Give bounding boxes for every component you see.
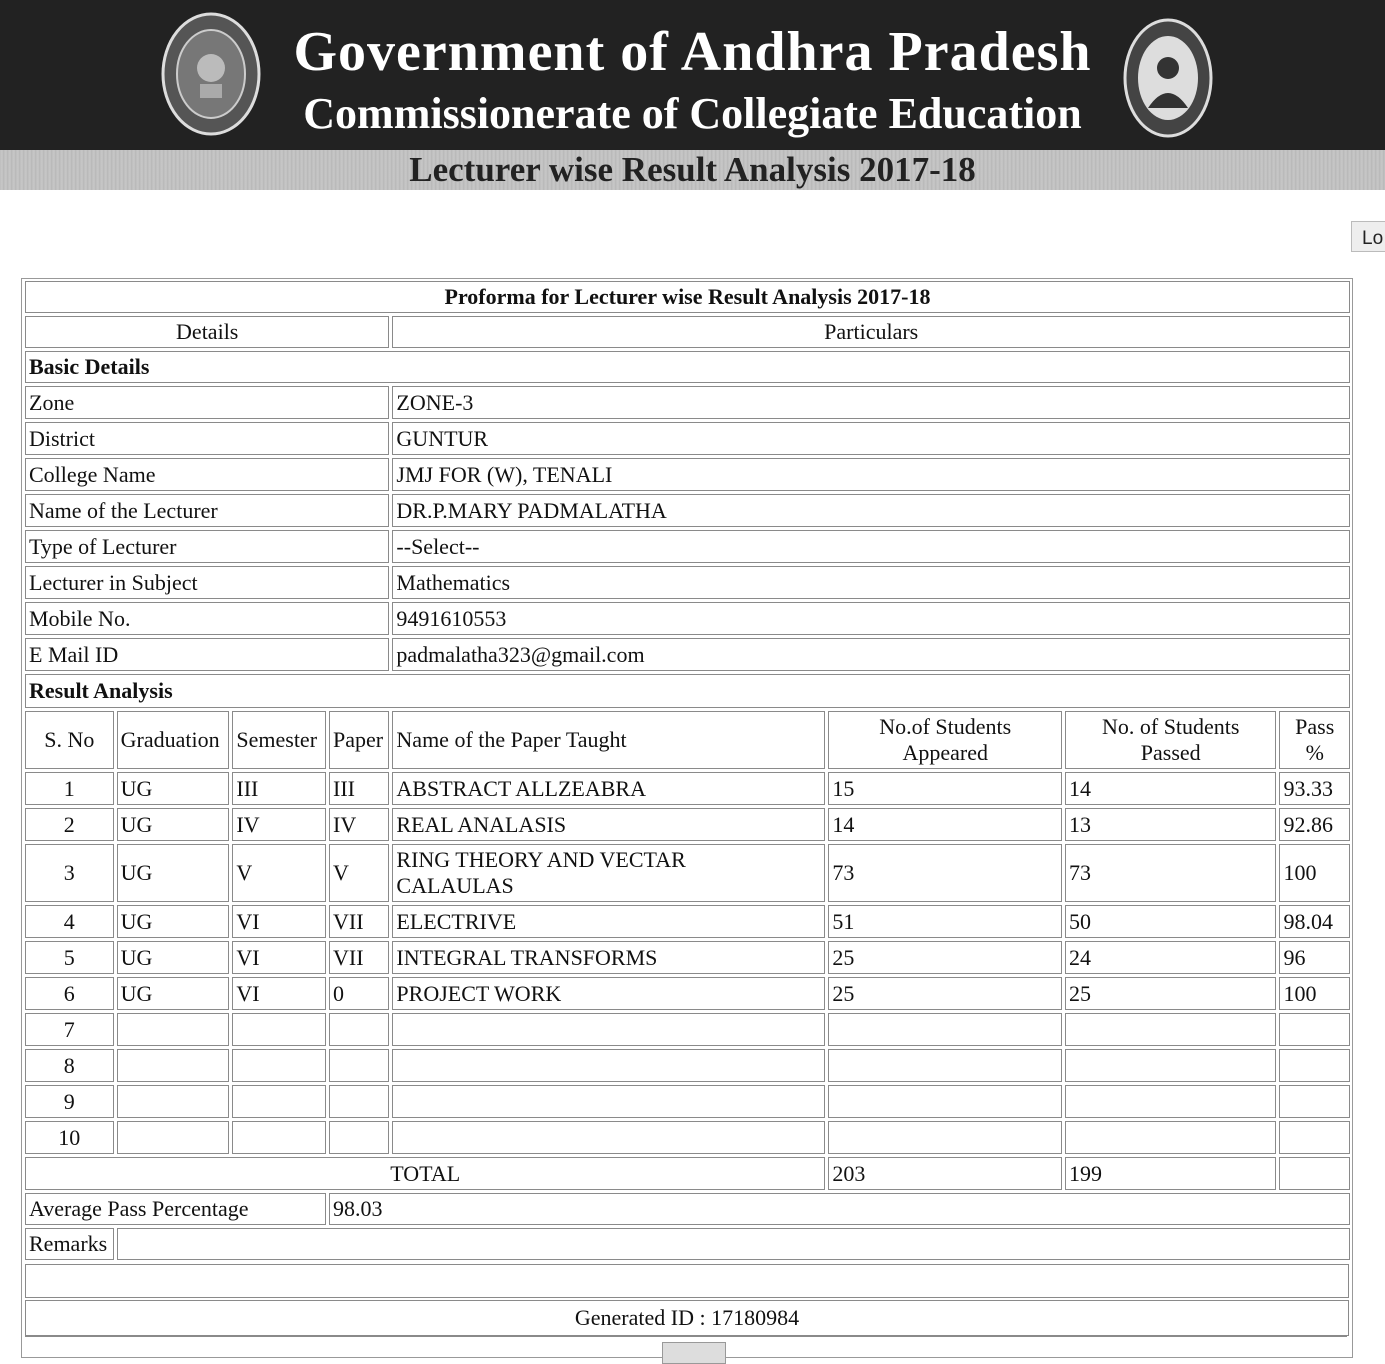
appeared-cell[interactable]: 51 bbox=[828, 905, 1062, 938]
appeared-cell[interactable]: 25 bbox=[828, 941, 1062, 974]
pass-pct-cell bbox=[1279, 1013, 1350, 1046]
paper-name-cell[interactable]: ELECTRIVE bbox=[392, 905, 825, 938]
sno-column-header: S. No bbox=[25, 711, 114, 769]
commissionerate-title: Commissionerate of Collegiate Education bbox=[303, 89, 1082, 138]
passed-cell[interactable] bbox=[1065, 1121, 1276, 1154]
appeared-cell[interactable]: 14 bbox=[828, 808, 1062, 841]
graduation-column-header: Graduation bbox=[117, 711, 230, 769]
graduation-cell[interactable] bbox=[117, 1121, 230, 1154]
paper-cell[interactable]: VII bbox=[329, 941, 389, 974]
pass-header-line1: Pass bbox=[1295, 714, 1335, 739]
passed-cell[interactable]: 73 bbox=[1065, 844, 1276, 902]
appeared-cell[interactable]: 15 bbox=[828, 772, 1062, 805]
passed-cell[interactable]: 14 bbox=[1065, 772, 1276, 805]
total-label: TOTAL bbox=[25, 1157, 825, 1190]
lecturer-type-select[interactable]: --Select-- bbox=[392, 530, 1350, 563]
table-row bbox=[25, 1121, 1350, 1154]
appeared-cell[interactable] bbox=[828, 1049, 1062, 1082]
lecturer-name-field[interactable]: DR.P.MARY PADMALATHA bbox=[392, 494, 1350, 527]
basic-details-heading: Basic Details bbox=[25, 351, 1350, 383]
semester-cell[interactable]: VI bbox=[232, 977, 326, 1010]
semester-cell[interactable]: V bbox=[232, 844, 326, 902]
details-column-header: Details bbox=[25, 316, 389, 348]
result-analysis-heading: Result Analysis bbox=[25, 674, 1350, 708]
paper-cell[interactable]: IV bbox=[329, 808, 389, 841]
passed-column-header bbox=[1065, 711, 1276, 769]
paper-cell[interactable]: III bbox=[329, 772, 389, 805]
passed-cell[interactable]: 25 bbox=[1065, 977, 1276, 1010]
graduation-cell[interactable] bbox=[117, 1013, 230, 1046]
paper-cell[interactable] bbox=[329, 1085, 389, 1118]
form-title: Proforma for Lecturer wise Result Analysis 2017-18 bbox=[25, 281, 1350, 313]
appeared-cell[interactable]: 25 bbox=[828, 977, 1062, 1010]
mobile-field[interactable]: 9491610553 bbox=[392, 602, 1350, 635]
semester-cell[interactable]: VI bbox=[232, 941, 326, 974]
logout-button[interactable]: Lo bbox=[1351, 221, 1385, 252]
page-title: Lecturer wise Result Analysis 2017-18 bbox=[409, 150, 976, 189]
total-appeared: 203 bbox=[828, 1157, 1062, 1190]
paper-name-cell[interactable] bbox=[392, 1085, 825, 1118]
sno-cell: 9 bbox=[25, 1085, 114, 1118]
spacer-row bbox=[25, 1264, 1349, 1298]
subject-label: Lecturer in Subject bbox=[25, 566, 389, 599]
table-row bbox=[25, 905, 1350, 938]
sno-cell: 5 bbox=[25, 941, 114, 974]
passed-cell[interactable] bbox=[1065, 1085, 1276, 1118]
total-pass-pct bbox=[1279, 1157, 1350, 1190]
paper-cell[interactable]: 0 bbox=[329, 977, 389, 1010]
total-row bbox=[25, 1157, 1350, 1190]
email-label: E Mail ID bbox=[25, 638, 389, 671]
graduation-cell[interactable] bbox=[117, 1085, 230, 1118]
paper-cell[interactable] bbox=[329, 1121, 389, 1154]
sno-cell: 7 bbox=[25, 1013, 114, 1046]
lecturer-name-label: Name of the Lecturer bbox=[25, 494, 389, 527]
sno-cell: 2 bbox=[25, 808, 114, 841]
sno-cell: 3 bbox=[25, 844, 114, 902]
table-row bbox=[25, 1085, 1350, 1118]
paper-name-cell[interactable]: INTEGRAL TRANSFORMS bbox=[392, 941, 825, 974]
sno-cell: 6 bbox=[25, 977, 114, 1010]
pass-pct-cell: 98.04 bbox=[1279, 905, 1350, 938]
header-banner bbox=[0, 0, 1385, 150]
avg-pass-label: Average Pass Percentage bbox=[25, 1193, 326, 1225]
table-row bbox=[25, 941, 1350, 974]
paper-cell[interactable]: V bbox=[329, 844, 389, 902]
pass-header-line2: % bbox=[1305, 740, 1324, 765]
generated-id: Generated ID : 17180984 bbox=[25, 1300, 1349, 1336]
paper-column-header: Paper bbox=[329, 711, 389, 769]
passed-cell[interactable] bbox=[1065, 1013, 1276, 1046]
paper-name-cell[interactable] bbox=[392, 844, 825, 902]
government-title: Government of Andhra Pradesh bbox=[293, 21, 1092, 83]
graduation-cell[interactable]: UG bbox=[117, 977, 230, 1010]
college-name-field[interactable]: JMJ FOR (W), TENALI bbox=[392, 458, 1350, 491]
semester-cell[interactable] bbox=[232, 1085, 326, 1118]
district-field[interactable]: GUNTUR bbox=[392, 422, 1350, 455]
particulars-column-header: Particulars bbox=[392, 316, 1350, 348]
pass-pct-cell: 96 bbox=[1279, 941, 1350, 974]
pass-pct-cell bbox=[1279, 1049, 1350, 1082]
appeared-cell[interactable] bbox=[828, 1013, 1062, 1046]
paper-name-column-header: Name of the Paper Taught bbox=[392, 711, 825, 769]
district-label: District bbox=[25, 422, 389, 455]
semester-cell[interactable] bbox=[232, 1049, 326, 1082]
result-analysis-form bbox=[22, 278, 1353, 1263]
appeared-cell[interactable] bbox=[828, 1085, 1062, 1118]
passed-header-line2: Passed bbox=[1140, 740, 1201, 765]
semester-column-header: Semester bbox=[232, 711, 326, 769]
paper-name-cell[interactable] bbox=[392, 1013, 825, 1046]
appeared-cell[interactable]: 73 bbox=[828, 844, 1062, 902]
paper-cell[interactable] bbox=[329, 1049, 389, 1082]
paper-name-line2: CALAULAS bbox=[396, 873, 514, 898]
table-row bbox=[25, 844, 1350, 902]
avg-pass-value: 98.03 bbox=[329, 1193, 1350, 1225]
paper-name-cell[interactable] bbox=[392, 1049, 825, 1082]
table-row bbox=[25, 808, 1350, 841]
table-row bbox=[25, 772, 1350, 805]
passed-header-line1: No. of Students bbox=[1101, 714, 1240, 739]
subject-field[interactable]: Mathematics bbox=[392, 566, 1350, 599]
table-row bbox=[25, 1013, 1350, 1046]
table-row bbox=[25, 977, 1350, 1010]
total-passed: 199 bbox=[1065, 1157, 1276, 1190]
sno-cell: 1 bbox=[25, 772, 114, 805]
semester-cell[interactable]: III bbox=[232, 772, 326, 805]
semester-cell[interactable] bbox=[232, 1013, 326, 1046]
appeared-column-header bbox=[828, 711, 1062, 769]
graduation-cell[interactable]: UG bbox=[117, 905, 230, 938]
college-name-label: College Name bbox=[25, 458, 389, 491]
sno-cell: 8 bbox=[25, 1049, 114, 1082]
pass-pct-cell: 100 bbox=[1279, 977, 1350, 1010]
table-row bbox=[25, 1049, 1350, 1082]
pass-pct-cell: 92.86 bbox=[1279, 808, 1350, 841]
graduation-cell[interactable]: UG bbox=[117, 808, 230, 841]
lecturer-type-label: Type of Lecturer bbox=[25, 530, 389, 563]
pass-pct-cell: 100 bbox=[1279, 844, 1350, 902]
appeared-header-line2: Appeared bbox=[902, 740, 988, 765]
passed-cell[interactable]: 24 bbox=[1065, 941, 1276, 974]
paper-name-cell[interactable]: PROJECT WORK bbox=[392, 977, 825, 1010]
appeared-header-line1: No.of Students bbox=[879, 714, 1012, 739]
appeared-cell[interactable] bbox=[828, 1121, 1062, 1154]
sno-cell: 4 bbox=[25, 905, 114, 938]
semester-cell[interactable]: IV bbox=[232, 808, 326, 841]
pass-pct-cell: 93.33 bbox=[1279, 772, 1350, 805]
zone-field[interactable]: ZONE-3 bbox=[392, 386, 1350, 419]
zone-label: Zone bbox=[25, 386, 389, 419]
paper-cell[interactable] bbox=[329, 1013, 389, 1046]
email-field[interactable]: padmalatha323@gmail.com bbox=[392, 638, 1350, 671]
graduation-cell[interactable] bbox=[117, 1049, 230, 1082]
passed-cell[interactable]: 50 bbox=[1065, 905, 1276, 938]
graduation-cell[interactable]: UG bbox=[117, 772, 230, 805]
remarks-label: Remarks bbox=[25, 1228, 114, 1260]
semester-cell[interactable]: VI bbox=[232, 905, 326, 938]
paper-name-cell[interactable]: REAL ANALASIS bbox=[392, 808, 825, 841]
graduation-cell[interactable]: UG bbox=[117, 844, 230, 902]
paper-cell[interactable]: VII bbox=[329, 905, 389, 938]
pass-pct-cell bbox=[1279, 1121, 1350, 1154]
paper-name-line1: RING THEORY AND VECTAR bbox=[396, 847, 686, 872]
remarks-field[interactable] bbox=[117, 1228, 1350, 1260]
sno-cell: 10 bbox=[25, 1121, 114, 1154]
pass-pct-column-header bbox=[1279, 711, 1350, 769]
paper-name-cell[interactable]: ABSTRACT ALLZEABRA bbox=[392, 772, 825, 805]
graduation-cell[interactable]: UG bbox=[117, 941, 230, 974]
passed-cell[interactable]: 13 bbox=[1065, 808, 1276, 841]
mobile-label: Mobile No. bbox=[25, 602, 389, 635]
passed-cell[interactable] bbox=[1065, 1049, 1276, 1082]
paper-name-cell[interactable] bbox=[392, 1121, 825, 1154]
print-button[interactable] bbox=[662, 1342, 726, 1364]
cce-emblem-icon bbox=[1122, 16, 1214, 140]
pass-pct-cell bbox=[1279, 1085, 1350, 1118]
semester-cell[interactable] bbox=[232, 1121, 326, 1154]
